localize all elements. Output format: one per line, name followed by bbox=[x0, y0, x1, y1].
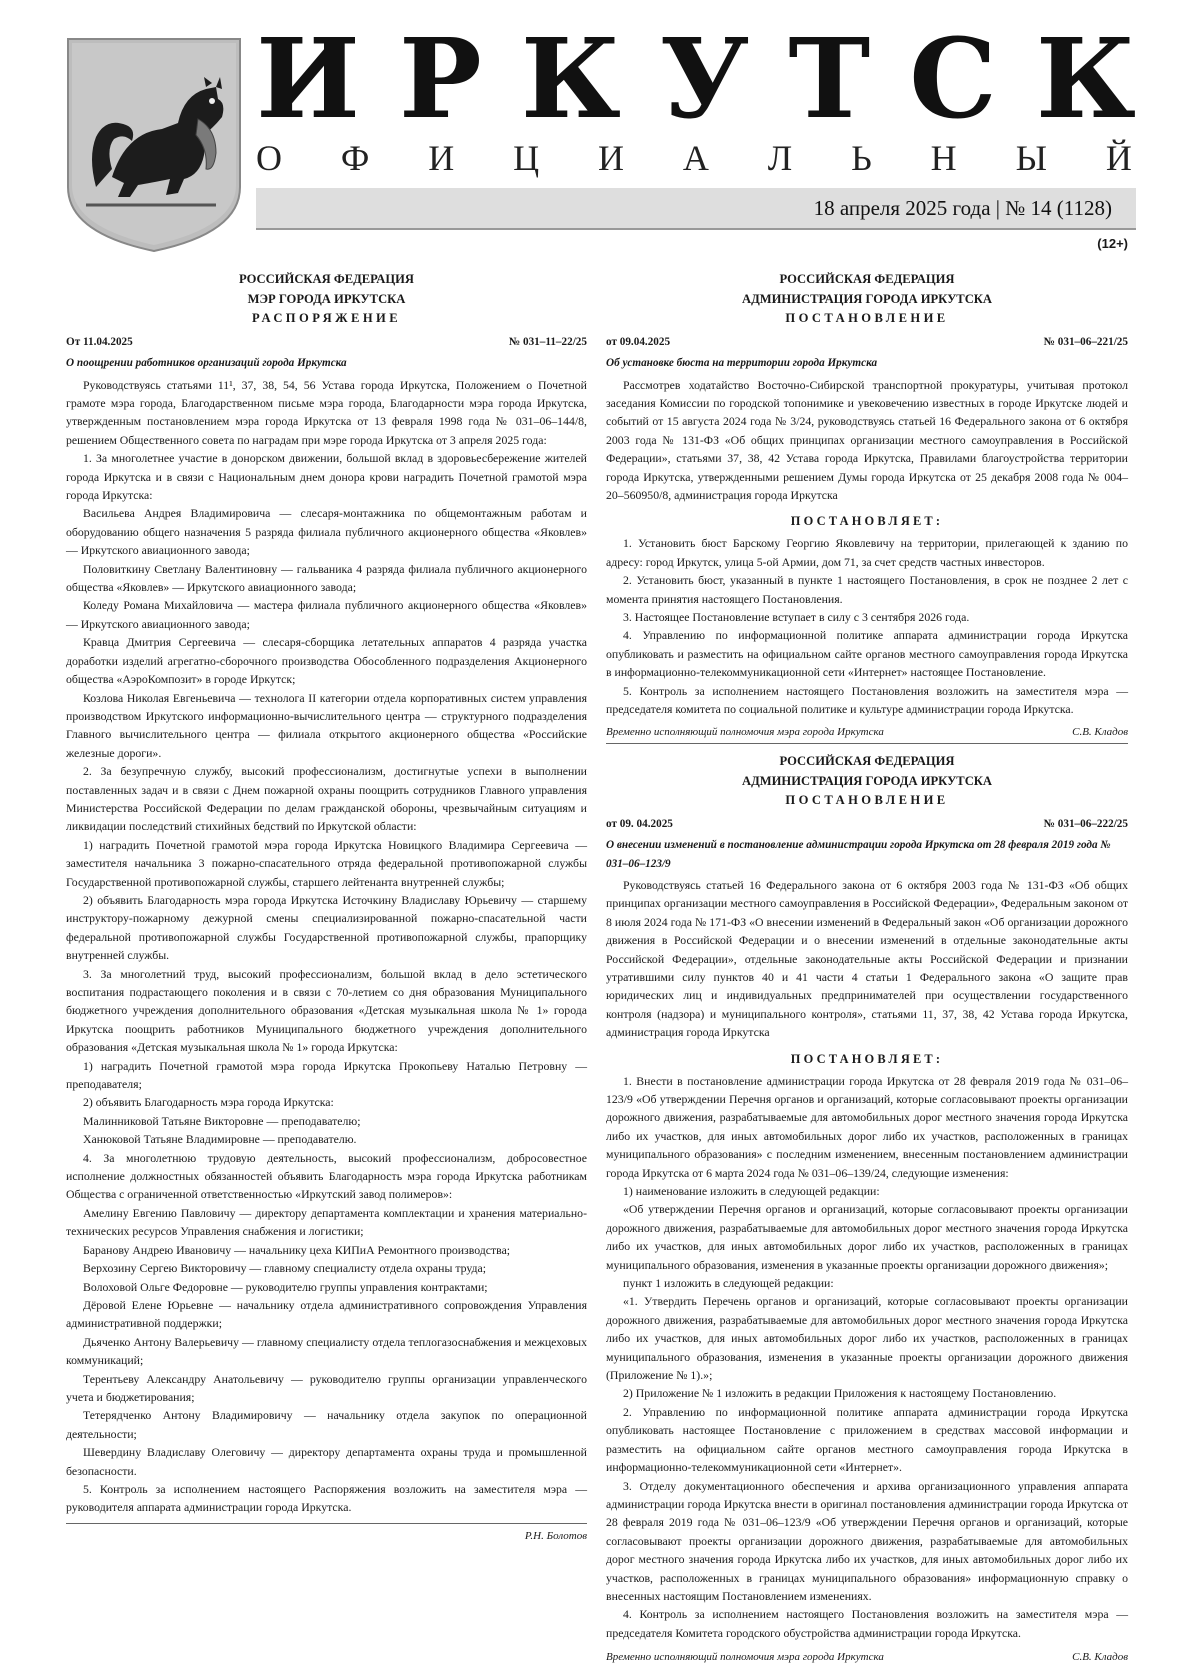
subtitle-letter: И bbox=[598, 138, 625, 178]
paragraph: Дьяченко Антону Валерьевичу — главному специалисту отдела теплогазоснабжения и межцеховых коммуникаций; bbox=[66, 1334, 587, 1368]
doc-meta bbox=[66, 333, 587, 351]
issue-date-band bbox=[256, 188, 1136, 230]
paragraph: 1. Установить бюст Барскому Георгию Яковлевичу на территории, прилегающей к зданию по адресу: город Иркутск, улица 5-ой Армии, дом 71, за счет средств частных инвесторов. bbox=[606, 536, 1128, 569]
doc-header-type: ПОСТАНОВЛЕНИЕ bbox=[785, 311, 949, 326]
paragraph: 1. За многолетнее участие в донорском движении, большой вклад в здоровьесбережение жителей города Иркутска и в связи с Национальным днем донора крови наградить Почетной грамотой мэра города Иркутска: bbox=[66, 451, 587, 503]
preamble: Рассмотрев ходатайство Восточно-Сибирской транспортной прокуратуры, учитывая протокол заседания Комиссии по городской топонимике и увековечению известных в городе Иркутске людей и событий от 15 августа 2024 года № 3/24, руководствуясь статьей 16 Федерального закона от 6 октября 2003 года № 131-ФЗ «Об общих принципах организации местного самоуправления в Российской Федерации», статьями 37, 38, 42 Устава города Иркутска, Правилами благоустройства территории города Иркутска, утвержденными решением Думы города Иркутска от 25 декабря 2008 года № 004–20–560950/8, администрация города Иркутска bbox=[606, 377, 1128, 503]
subtitle-letter: Ф bbox=[340, 138, 370, 178]
paragraph: 5. Контроль за исполнением настоящего Распоряжения возложить на заместителя мэра — руководителя аппарата администрации города Иркутска. bbox=[66, 1481, 587, 1515]
newspaper-subtitle bbox=[256, 138, 1132, 178]
paragraph: 2. Управлению по информационной политике аппарата администрации города Иркутска опубликовать настоящее Постановление с приложением в средствах массовой информации и разместить на официальном сайте органов местного самоуправления города Иркутска в информационно-телекоммуникационной сети «Интернет». bbox=[606, 1404, 1128, 1475]
paragraph: Руководствуясь статьями 11¹, 37, 38, 54, 56 Устава города Иркутска, Положением о Почетной грамоте мэра города, Благодарственном письме мэра города, Благодарности мэра города Иркутска, утвержденным постановлением мэра города Иркутска от 13 февраля 1998 года № 031–06–144/8, решением Общественного совета по наградам при мэре города Иркутска от 3 апреля 2025 года: bbox=[66, 377, 587, 447]
paragraph: Терентьеву Александру Анатольевичу — руководителю группы организации управленческого учета и бюджетирования; bbox=[66, 1371, 587, 1404]
subtitle-letter: Й bbox=[1105, 138, 1132, 178]
signer-name: С.В. Кладов bbox=[1072, 725, 1128, 738]
paragraph: 4. Контроль за исполнением настоящего Постановления возложить на заместителя мэра — председателя Комитета городского обустройства администрации города Иркутска. bbox=[606, 1607, 1128, 1640]
paragraph: Козлова Николая Евгеньевича — технолога II категории отдела корпоративных систем управления производством Иркутского информационно-вычислительного центра — структурного подразделения Главного вычислительного центра — филиала открытого акционерного общества «Российские железные дороги». bbox=[66, 690, 587, 760]
paragraph: Ханюковой Татьяне Владимировне — преподавателю. bbox=[83, 1132, 357, 1147]
signature-line bbox=[606, 723, 1128, 744]
paragraph: Васильева Андрея Владимировича — слесаря-монтажника по общемонтажным работам и оборудованию общего назначения 5 разряда филиала публичного акционерного общества «Яковлев» — Иркутского авиационного завода; bbox=[66, 506, 587, 558]
paragraph: «Об утверждении Перечня органов и организаций, которые согласовывают проекты организации дорожного движения, разрабатываемые для автомобильных дорог местного значения города Иркутска либо их участков, для иных автомобильных дорог либо их участков, расположенных в границах муниципального образования, изменения в указанные проекты организации дорожного движения»; bbox=[606, 1202, 1128, 1272]
paragraph: 3. За многолетний труд, высокий профессионализм, большой вклад в дело эстетического воспитания подрастающего поколения и в связи с 70-летием со дня образования Муниципального бюджетного учреждения дополнительного образования «Детская музыкальная школа № 1» города Иркутска поощрить работников Муниципального бюджетного учреждения дополнительного образования «Детская музыкальная школа № 1» города Иркутска: bbox=[66, 966, 587, 1055]
paragraph: Шевердину Владиславу Олеговичу — директору департамента охраны труда и промышленной безопасности. bbox=[66, 1445, 587, 1478]
paragraph: Половиткину Светлану Валентиновну — гальваника 4 разряда филиала публичного акционерного общества «Яковлев» — Иркутского авиационного завода; bbox=[66, 561, 587, 595]
doc-header-country: РОССИЙСКАЯ ФЕДЕРАЦИЯ bbox=[779, 753, 955, 768]
paragraph: Дёровой Елене Юрьевне — начальнику отдела административного сопровождения Управления административной поддержки; bbox=[66, 1297, 587, 1331]
doc-header-country: РОССИЙСКАЯ ФЕДЕРАЦИЯ bbox=[238, 272, 415, 286]
paragraph: пункт 1 изложить в следующей редакции: bbox=[623, 1276, 834, 1291]
title-letter: И bbox=[256, 14, 360, 143]
doc-meta bbox=[606, 333, 1128, 351]
signature-line bbox=[66, 1523, 587, 1547]
signer-name: С.В. Кладов bbox=[1072, 1651, 1128, 1664]
title-letter: Р bbox=[399, 14, 482, 143]
signature-line bbox=[606, 1648, 1128, 1668]
paragraph: 1) наградить Почетной грамотой мэра города Иркутска Прокопьеву Наталью Петровну — преподавателя; bbox=[66, 1058, 587, 1092]
subtitle-letter: А bbox=[682, 138, 709, 178]
subtitle-letter: О bbox=[256, 138, 282, 178]
paragraph: 4. Управлению по информационной политике аппарата администрации города Иркутска опубликовать и разместить на официальном сайте органов местного самоуправления города Иркутска в информационно-телекоммуникационной сети «Интернет» настоящее Постановление. bbox=[606, 628, 1128, 680]
paragraph: 2. Установить бюст, указанный в пункте 1 настоящего Постановления, в срок не позднее 2 лет с момента принятия настоящего Постановления. bbox=[606, 573, 1128, 606]
resolves-heading: ПОСТАНОВЛЯЕТ: bbox=[790, 514, 944, 529]
subtitle-letter: Н bbox=[930, 138, 957, 178]
doc-header-type: РАСПОРЯЖЕНИЕ bbox=[251, 311, 402, 326]
newspaper-title bbox=[256, 14, 1136, 143]
subtitle-letter: Ь bbox=[851, 138, 872, 178]
doc-number: № 031–11–22/25 bbox=[508, 335, 587, 348]
age-rating-badge: (12+) bbox=[1097, 236, 1128, 251]
doc-topic: Об установке бюста на территории города Иркутска bbox=[606, 357, 878, 370]
preamble: Руководствуясь статьей 16 Федерального закона от 6 октября 2003 года № 131-ФЗ «Об общих принципах организации местного самоуправления в Российской Федерации», Федеральным законом от 8 июля 2024 года № 171-ФЗ «О внесении изменений в Федеральный закон «Об организации дорожного движения в Российской Федерации и о внесении изменений в отдельные законодательные акты Российской Федерации», отдельные законодательные акты Российской Федерации и признании утратившими силу пунктов 40 и 41 части 4 статьи 1 Федерального закона «О защите прав юридических лиц и индивидуальных предпринимателей при осуществлении государственного контроля (надзора) и муниципального контроля», статьями 11, 37, 38, 42 Устава города Иркутска, администрация города Иркутска bbox=[606, 877, 1128, 1040]
subtitle-letter: Ц bbox=[513, 138, 540, 178]
paragraph: 5. Контроль за исполнением настоящего Постановления возложить на заместителя мэра — председателя комитета по социальной политике и культуре администрации города Иркутска. bbox=[606, 683, 1128, 717]
resolves-heading: ПОСТАНОВЛЯЕТ: bbox=[790, 1051, 944, 1066]
signer-role: Временно исполняющий полномочия мэра города Иркутска bbox=[606, 1651, 884, 1664]
title-letter: К bbox=[520, 14, 621, 143]
doc-topic: О поощрении работников организаций города Иркутска bbox=[66, 357, 347, 370]
paragraph: 2) объявить Благодарность мэра города Иркутска: bbox=[83, 1095, 334, 1110]
paragraph: 1. Внести в постановление администрации города Иркутска от 28 февраля 2019 года № 031–06–123/9 «Об утверждении Перечня органов и организаций, которые согласовывают проекты организации дорожного движения, разрабатываемые для автомобильных дорог местного значения города Иркутска либо их участков, для иных автомобильных дорог либо их участков, расположенных в границах муниципального образования» с последним изменением, внесенным постановлением администрации города Иркутска от 6 марта 2024 года № 031–06–139/24, следующие изменения: bbox=[606, 1073, 1128, 1180]
paragraph: «1. Утвердить Перечень органов и организаций, которые согласовывают проекты организации дорожного движения, разрабатываемые для автомобильных дорог местного значения города Иркутска либо их участков, для иных автомобильных дорог либо их участков, расположенных в границах муниципального образования, изменения в указанные проекты организации дорожного движения (Приложение № 1).»; bbox=[606, 1294, 1128, 1383]
doc-topic: О внесении изменений в постановление администрации города Иркутска от 28 февраля 2019 года № 031–06–123/9 bbox=[606, 839, 1111, 870]
subtitle-letter: Л bbox=[767, 138, 793, 178]
right-column bbox=[606, 270, 1128, 1669]
paragraph: 2) объявить Благодарность мэра города Иркутска Источкину Владиславу Юрьевичу — старшему инструктору-пожарному дежурной смены специализированной пожарно-спасательной части федеральной противопожарной службы Государственной противопожарной службы, прапорщику внутренней службы. bbox=[66, 892, 587, 963]
title-letter: С bbox=[909, 14, 997, 143]
paragraph: Баранову Андрею Ивановичу — начальнику цеха КИПиА Ремонтного производства; bbox=[83, 1242, 511, 1257]
doc-header-issuer: АДМИНИСТРАЦИЯ ГОРОДА ИРКУТСКА bbox=[741, 773, 993, 788]
doc-date: от 09. 04.2025 bbox=[606, 817, 673, 830]
paragraph: Малинниковой Татьяне Викторовне — преподавателю; bbox=[83, 1113, 361, 1128]
issue-date: 18 апреля 2025 года | № 14 (1128) bbox=[813, 196, 1112, 220]
subtitle-letter: Ы bbox=[1015, 138, 1047, 178]
paragraph: 4. За многолетнюю трудовую деятельность, высокий профессионализм, добросовестное исполнение должностных обязанностей объявить Благодарность мэра города Иркутска работникам Общества с ограниченной ответственностью «Иркутский завод полимеров»: bbox=[66, 1150, 587, 1202]
left-column-order bbox=[66, 270, 587, 1547]
title-letter: Т bbox=[788, 14, 871, 143]
paragraph: Амелину Евгению Павловичу — директору департамента комплектации и хранения материально-технических ресурсов Управления снабжения и логистики; bbox=[66, 1205, 587, 1239]
doc-date: от 09.04.2025 bbox=[606, 335, 671, 348]
signer-name: Р.Н. Болотов bbox=[524, 1529, 587, 1542]
paragraph: Кравца Дмитрия Сергеевича — слесаря-сборщика летательных аппаратов 4 разряда участка доработки изделий агрегатно-сборочного производства Обособленного подразделения Акционерного общества «АэроКомпозит» в городе Иркутск; bbox=[66, 635, 587, 687]
doc-header-issuer: МЭР ГОРОДА ИРКУТСКА bbox=[247, 291, 406, 306]
paragraph: 1) наградить Почетной грамотой мэра города Иркутска Новицкого Владимира Сергеевича — заместителя начальника 3 пожарно-спасательного отряда федеральной противопожарной службы Государственной противопожарной службы, старшего лейтенанта внутренней службы; bbox=[66, 837, 587, 889]
doc-meta bbox=[606, 815, 1128, 833]
doc-header-type: ПОСТАНОВЛЕНИЕ bbox=[785, 793, 949, 808]
paragraph: Верхозину Сергею Викторовичу — главному специалисту отдела охраны труда; bbox=[83, 1261, 487, 1276]
title-letter: У bbox=[659, 14, 750, 143]
title-letter: К bbox=[1035, 14, 1136, 143]
doc-number: № 031–06–222/25 bbox=[1043, 817, 1128, 830]
doc-header-issuer: АДМИНИСТРАЦИЯ ГОРОДА ИРКУТСКА bbox=[741, 291, 993, 306]
paragraph: Коледу Романа Михайловича — мастера филиала публичного акционерного общества «Яковлев» — Иркутского авиационного завода; bbox=[66, 598, 587, 631]
doc-date: От 11.04.2025 bbox=[66, 335, 133, 348]
paragraph: 3. Настоящее Постановление вступает в силу с 3 сентября 2026 года. bbox=[623, 610, 970, 625]
paragraph: 2) Приложение № 1 изложить в редакции Приложения к настоящему Постановлению. bbox=[623, 1386, 1057, 1401]
paragraph: Волоховой Ольге Федоровне — руководителю группы управления контрактами; bbox=[83, 1279, 488, 1294]
signer-role: Временно исполняющий полномочия мэра города Иркутска bbox=[606, 725, 884, 738]
paragraph: 1) наименование изложить в следующей редакции: bbox=[623, 1184, 880, 1198]
doc-header-country: РОССИЙСКАЯ ФЕДЕРАЦИЯ bbox=[779, 272, 955, 286]
paragraph: Тетерядченко Антону Владимировичу — начальнику отдела закупок по операционной деятельности; bbox=[66, 1408, 587, 1441]
paragraph: 2. За безупречную службу, высокий профессионализм, достигнутые успехи в выполнении поставленных задач и в связи с Днем пожарной охраны поощрить сотрудников Главного управления Министерства Российской Федерации по делам гражданской обороны, чрезвычайным ситуациям и ликвидации последствий стихийных бедствий по Иркутской области: bbox=[66, 764, 587, 834]
subtitle-letter: И bbox=[428, 138, 455, 178]
paragraph: 3. Отделу документационного обеспечения и архива организационного управления аппарата администрации города Иркутска внести в оригинал постановления администрации города Иркутска от 28 февраля 2019 года № 031–06–123/9 «Об утверждении Перечня органов и организаций, которые согласовывают проекты организации дорожного движения, разрабатываемые для автомобильных дорог местного значения города Иркутска либо их участков, для иных автомобильных дорог либо их участков, расположенных в границах муниципального образования» информационную справку о внесенных настоящим Постановлением изменениях. bbox=[606, 1478, 1128, 1603]
doc-number: № 031–06–221/25 bbox=[1043, 335, 1128, 348]
irkutsk-crest-icon bbox=[66, 37, 242, 253]
